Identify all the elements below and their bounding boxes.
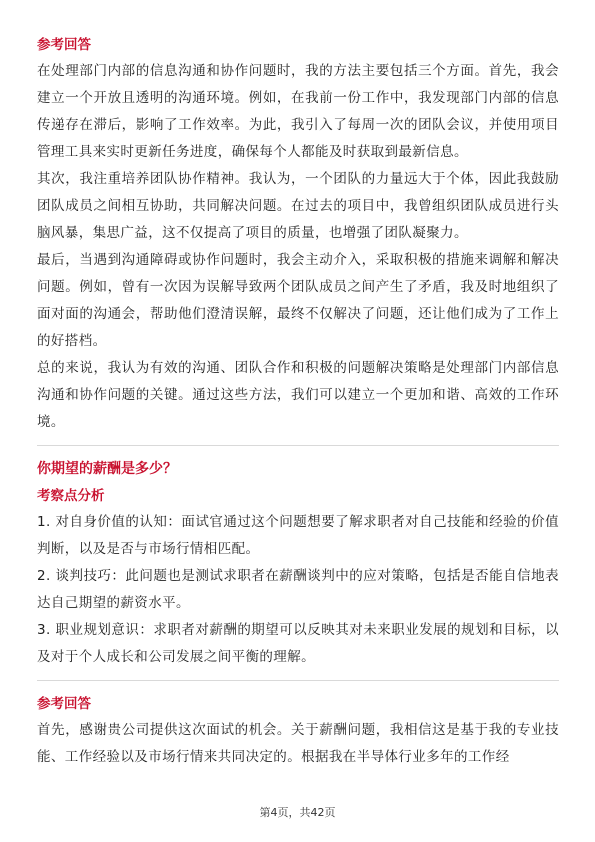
page-content [37, 36, 559, 771]
answer-paragraph: 其次，我注重培养团队协作精神。我认为，一个团队的力量远大于个体，因此我鼓励团队成员之间相互协助，共同解决问题。在过去的项目中，我曾组织团队成员进行头脑风暴，集思广益，这不仅提高了项目的质量，也增强了团队凝聚力。 [37, 171, 559, 241]
answer-paragraph: 首先，感谢贵公司提供这次面试的机会。关于薪酬问题，我相信这是基于我的专业技能、工作经验以及市场行情来共同决定的。根据我在半导体行业多年的工作经 [37, 722, 559, 765]
analysis-item: 1. 对自身价值的认知：面试官通过这个问题想要了解求职者对自己技能和经验的价值判断，以及是否与市场行情相匹配。 [37, 514, 559, 557]
question-section [37, 460, 559, 771]
reference-answer-label: 参考回答 [37, 696, 91, 712]
reference-answer-section [37, 36, 559, 436]
answer-paragraph: 最后，当遇到沟通障碍或协作问题时，我会主动介入，采取积极的措施来调解和解决问题。例如，曾有一次因为误解导致两个团队成员之间产生了矛盾，我及时地组织了面对面的沟通会，帮助他们澄清误解，最终不仅解决了问题，还让他们成为了工作上的好搭档。 [37, 252, 559, 349]
section-divider [37, 445, 559, 446]
reference-answer-label: 参考回答 [37, 37, 91, 53]
analysis-item: 2. 谈判技巧：此问题也是测试求职者在薪酬谈判中的应对策略，包括是否能自信地表达自己期望的薪资水平。 [37, 568, 559, 611]
answer-paragraph: 在处理部门内部的信息沟通和协作问题时，我的方法主要包括三个方面。首先，我会建立一个开放且透明的沟通环境。例如，在我前一份工作中，我发现部门内部的信息传递存在滞后，影响了工作效率。为此，我引入了每周一次的团队会议，并使用项目管理工具来实时更新任务进度，确保每个人都能及时获取到最新信息。 [37, 63, 559, 160]
page-number: 第4页，共42页 [259, 806, 336, 819]
analysis-item: 3. 职业规划意识：求职者对薪酬的期望可以反映其对未来职业发展的规划和目标，以及对于个人成长和公司发展之间平衡的理解。 [37, 622, 559, 665]
analysis-label: 考察点分析 [37, 488, 105, 504]
answer-paragraph: 总的来说，我认为有效的沟通、团队合作和积极的问题解决策略是处理部门内部信息沟通和协作问题的关键。通过这些方法，我们可以建立一个更加和谐、高效的工作环境。 [37, 360, 559, 430]
section-divider [37, 680, 559, 681]
question-title: 你期望的薪酬是多少？ [37, 461, 177, 477]
